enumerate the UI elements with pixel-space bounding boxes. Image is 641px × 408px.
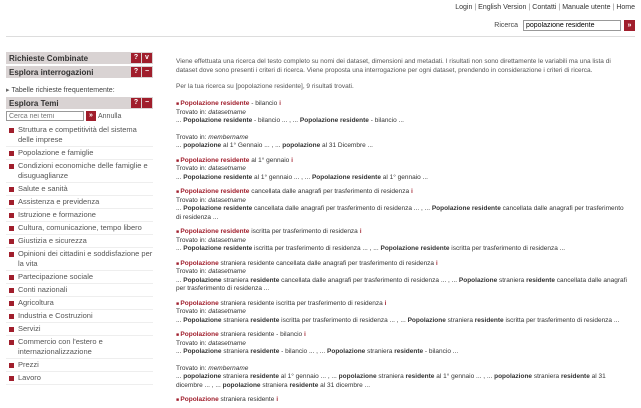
info-icon[interactable]: i (411, 189, 413, 195)
found-in-text: Trovato in: (176, 339, 209, 347)
result-snippet: ... Popolazione straniera residente iscritta per trasferimento di residenza ... , ... Popolazione straniera residente iscritta per trasferimento di residenza ... (176, 316, 620, 324)
annulla-link[interactable]: Annulla (98, 112, 122, 120)
theme-item[interactable] (6, 310, 153, 323)
square-bullet-icon: ■ (176, 101, 181, 107)
theme-label: Struttura e competitività del sistema delle imprese (18, 125, 137, 144)
theme-item[interactable] (6, 336, 153, 359)
themes-search (6, 111, 153, 121)
found-in-text: Trovato in: (176, 308, 209, 315)
panel-title: Esplora Temi (9, 98, 59, 108)
square-bullet-icon (9, 252, 14, 257)
square-bullet-icon (9, 363, 14, 368)
result-title-link[interactable] (176, 300, 628, 309)
theme-label: Popolazione e famiglie (18, 148, 94, 157)
found-in-field: datasetname (208, 108, 246, 116)
square-bullet-icon: ■ (176, 189, 181, 195)
result-title-rest: iscritta per trasferimento di residenza (249, 228, 358, 235)
theme-item[interactable] (6, 284, 153, 297)
theme-label: Salute e sanità (18, 184, 68, 193)
theme-item[interactable] (6, 160, 153, 183)
result-snippet: ... Popolazione straniera residente cancellata dalle anagrafi per trasferimento di residenza ... , ... Popolazione straniera residente cancellata dalle anagrafi per trasferimento di residenza ... (176, 276, 627, 292)
top-link[interactable]: English Version (478, 4, 527, 11)
link-separator: | (558, 4, 561, 11)
square-bullet-icon: ■ (176, 157, 181, 164)
result-title-link[interactable] (176, 228, 628, 237)
result-title-rest: cancellata dalle anagrafi per trasferimento di residenza (249, 188, 410, 195)
theme-item[interactable] (6, 124, 153, 147)
found-in-text: Trovato in: (176, 364, 209, 372)
result-title-bold: Popolazione (180, 299, 219, 307)
frequent-tables-link[interactable]: ▸ Tabelle richieste frequentemente: (6, 87, 115, 94)
search-description: Viene effettuata una ricerca del testo completo su nomi dei dataset, dimensioni and metadati. I risultati non sono direttamente le variabili ma una lista di dataset dove sono presenti i criteri di ricerca. Viene proposta una interrogazione per ogni dataset, prendendo in considerazione i criteri di ricerca. (176, 58, 611, 74)
theme-item[interactable] (6, 209, 153, 222)
result-title-link[interactable] (176, 396, 628, 405)
result-item (176, 100, 628, 151)
search-label: Ricerca (494, 22, 518, 29)
square-bullet-icon: ■ (176, 300, 181, 307)
help-icon[interactable]: ? (131, 53, 141, 63)
square-bullet-icon (9, 239, 14, 244)
found-in-text: Trovato in: (176, 165, 209, 172)
found-in-field: datasetname (208, 196, 246, 204)
theme-label: Commercio con l'estero e internazionalizzazione (18, 337, 103, 356)
result-item (176, 260, 628, 294)
panel-esplora-temi[interactable] (6, 97, 153, 109)
theme-item[interactable] (6, 372, 153, 385)
result-title-link[interactable] (176, 157, 628, 166)
theme-label: Cultura, comunicazione, tempo libero (18, 223, 142, 232)
result-title-link[interactable] (176, 100, 628, 109)
sidebar (6, 52, 153, 385)
found-in-field: datasetname (208, 165, 246, 172)
result-title-rest: straniera residente - bilancio (218, 331, 303, 338)
theme-label: Agricoltura (18, 298, 54, 307)
square-bullet-icon (9, 275, 14, 280)
theme-item[interactable] (6, 359, 153, 372)
result-title-rest: straniera residente iscritta per trasferimento di residenza (218, 299, 383, 307)
theme-item[interactable] (6, 196, 153, 209)
info-icon[interactable]: i (291, 157, 293, 164)
info-icon[interactable]: i (276, 397, 279, 403)
info-icon[interactable]: i (384, 300, 387, 307)
info-icon[interactable]: i (279, 101, 281, 107)
theme-item[interactable] (6, 235, 153, 248)
result-item (176, 157, 628, 183)
search-input[interactable] (523, 20, 621, 31)
theme-item[interactable] (6, 323, 153, 336)
square-bullet-icon (9, 314, 14, 319)
theme-item[interactable] (6, 248, 153, 271)
square-bullet-icon (9, 164, 14, 169)
found-in-field: membername (208, 133, 249, 141)
square-bullet-icon (9, 340, 14, 345)
found-in-label (176, 197, 628, 206)
result-item (176, 188, 628, 222)
result-item (176, 300, 628, 326)
square-bullet-icon (9, 301, 14, 306)
result-snippet: ... Popolazione residente cancellata dalle anagrafi per trasferimento di residenza ... , ... Popolazione residente cancellata dalle anagrafi per trasferimento di residenza ... (176, 205, 624, 221)
result-snippet: ... Popolazione residente iscritta per trasferimento di residenza ... , ... Popolazione residente iscritta per trasferimento di residenza ... (176, 245, 566, 252)
result-title-rest: straniera residente cancellata dalle anagrafi per trasferimento di residenza (218, 259, 435, 267)
help-icon[interactable]: ? (131, 98, 141, 108)
square-bullet-icon (9, 151, 14, 156)
square-bullet-icon (9, 327, 14, 332)
square-bullet-icon (9, 213, 14, 218)
found-in-label (176, 268, 628, 277)
square-bullet-icon: ■ (176, 397, 181, 403)
search-go-button[interactable]: » (624, 20, 635, 31)
found-in-field: datasetname (208, 339, 246, 347)
toggle-icon[interactable]: − (142, 67, 152, 77)
collapse-icon[interactable]: − (142, 98, 152, 108)
link-separator: | (474, 4, 477, 11)
result-item (176, 228, 628, 254)
found-in-text: Trovato in: (176, 196, 209, 204)
found-in-field: datasetname (208, 268, 246, 275)
result-title-rest: - bilancio (249, 100, 278, 107)
found-in-label (176, 308, 628, 317)
result-title-rest: straniera residente (218, 396, 275, 403)
sidebar-panel[interactable] (6, 52, 153, 64)
found-in-field: datasetname (208, 308, 246, 315)
square-bullet-icon: ■ (176, 229, 181, 235)
found-in-text: Trovato in: (176, 236, 209, 244)
result-snippet: ... Popolazione straniera residente - bilancio ... , ... Popolazione straniera residente - bilancio ... (176, 348, 459, 355)
theme-item[interactable] (6, 271, 153, 284)
square-bullet-icon (9, 200, 14, 205)
link-separator: | (528, 4, 531, 11)
found-in-text: Trovato in: (176, 133, 209, 141)
toggle-icon[interactable]: v (142, 53, 152, 63)
theme-label: Industria e Costruzioni (18, 311, 93, 320)
theme-item[interactable] (6, 222, 153, 235)
result-title-rest: al 1° gennaio (249, 156, 290, 164)
result-title-bold: Popolazione residente (180, 228, 250, 235)
found-in-label (176, 365, 628, 374)
found-in-label (176, 134, 628, 143)
info-icon[interactable]: i (359, 229, 362, 235)
result-snippet: ... Popolazione residente - bilancio ... , ... Popolazione residente - bilancio ... (176, 117, 404, 124)
theme-item[interactable] (6, 183, 153, 196)
found-in-label (176, 109, 628, 118)
result-title-link[interactable] (176, 260, 628, 269)
panel-title: Esplora interrogazioni (9, 67, 94, 77)
found-in-label (176, 237, 628, 246)
theme-label: Opinioni dei cittadini e soddisfazione per la vita (18, 249, 153, 268)
top-links (455, 4, 635, 11)
theme-label: Prezzi (18, 360, 39, 369)
theme-label: Partecipazione sociale (18, 272, 94, 281)
result-title-link[interactable] (176, 331, 628, 340)
theme-label: Assistenza e previdenza (18, 197, 100, 206)
square-bullet-icon: ■ (176, 332, 181, 338)
results-area (176, 58, 628, 408)
theme-label: Istruzione e formazione (18, 210, 96, 219)
sidebar-panel[interactable] (6, 66, 153, 78)
panel-title: Richieste Combinate (9, 53, 89, 63)
info-icon[interactable]: i (304, 332, 306, 338)
square-bullet-icon (9, 128, 14, 133)
square-bullet-icon (9, 376, 14, 381)
help-icon[interactable]: ? (131, 67, 141, 77)
theme-label: Conti nazionali (18, 285, 68, 294)
result-title-link[interactable] (176, 188, 628, 197)
result-title-bold: Popolazione residente (180, 156, 250, 164)
theme-item[interactable] (6, 297, 153, 310)
result-title-bold: Popolazione (180, 331, 219, 338)
header-divider (6, 36, 635, 37)
found-in-text: Trovato in: (176, 268, 209, 275)
result-title-bold: Popolazione (180, 396, 219, 403)
themes-search-button[interactable]: » (86, 111, 96, 121)
global-search (494, 20, 635, 31)
found-in-field: datasetname (208, 236, 246, 244)
result-title-bold: Popolazione (180, 259, 219, 267)
found-in-label (176, 340, 628, 349)
square-bullet-icon (9, 288, 14, 293)
theme-label: Giustizia e sicurezza (18, 236, 87, 245)
result-title-bold: Popolazione residente (180, 100, 250, 107)
square-bullet-icon (9, 187, 14, 192)
theme-item[interactable] (6, 147, 153, 160)
result-item (176, 331, 628, 390)
themes-search-input[interactable] (6, 111, 84, 121)
found-in-label (176, 165, 628, 174)
theme-label: Servizi (18, 324, 41, 333)
theme-label: Condizioni economiche delle famiglie e disuguaglianze (18, 161, 148, 180)
result-snippet: ... Popolazione residente al 1° gennaio ... , ... Popolazione residente al 1° gennaio ... (176, 173, 428, 181)
triangle-icon: ▸ (6, 87, 10, 94)
result-title-bold: Popolazione residente (180, 188, 250, 195)
info-icon[interactable]: i (436, 260, 438, 267)
top-link[interactable]: Login (455, 4, 473, 11)
themes-list (6, 124, 153, 385)
results-list (176, 100, 628, 405)
results-summary: Per la tua ricerca su [popolazione residente], 9 risultati trovati. (176, 83, 354, 90)
theme-label: Lavoro (18, 373, 41, 382)
top-link[interactable]: Manuale utente (562, 4, 611, 11)
found-in-text: Trovato in: (176, 108, 209, 116)
top-link[interactable]: Contatti (532, 4, 557, 11)
square-bullet-icon (9, 226, 14, 231)
top-link[interactable]: Home (616, 4, 635, 11)
square-bullet-icon: ■ (176, 260, 181, 267)
found-in-field: membername (208, 364, 249, 372)
result-snippet: ... popolazione al 1° Gennaio ... , ... popolazione al 31 Dicembre ... (176, 142, 373, 149)
result-snippet: ... popolazione straniera residente al 1° gennaio ... , ... popolazione straniera residente al 1° gennaio ... , ... popolazione straniera residente al 31 dicembre ... , ... popolazione straniera residente al 31 dicembre ... (176, 373, 606, 389)
result-item (176, 396, 628, 405)
link-separator: | (612, 4, 615, 11)
